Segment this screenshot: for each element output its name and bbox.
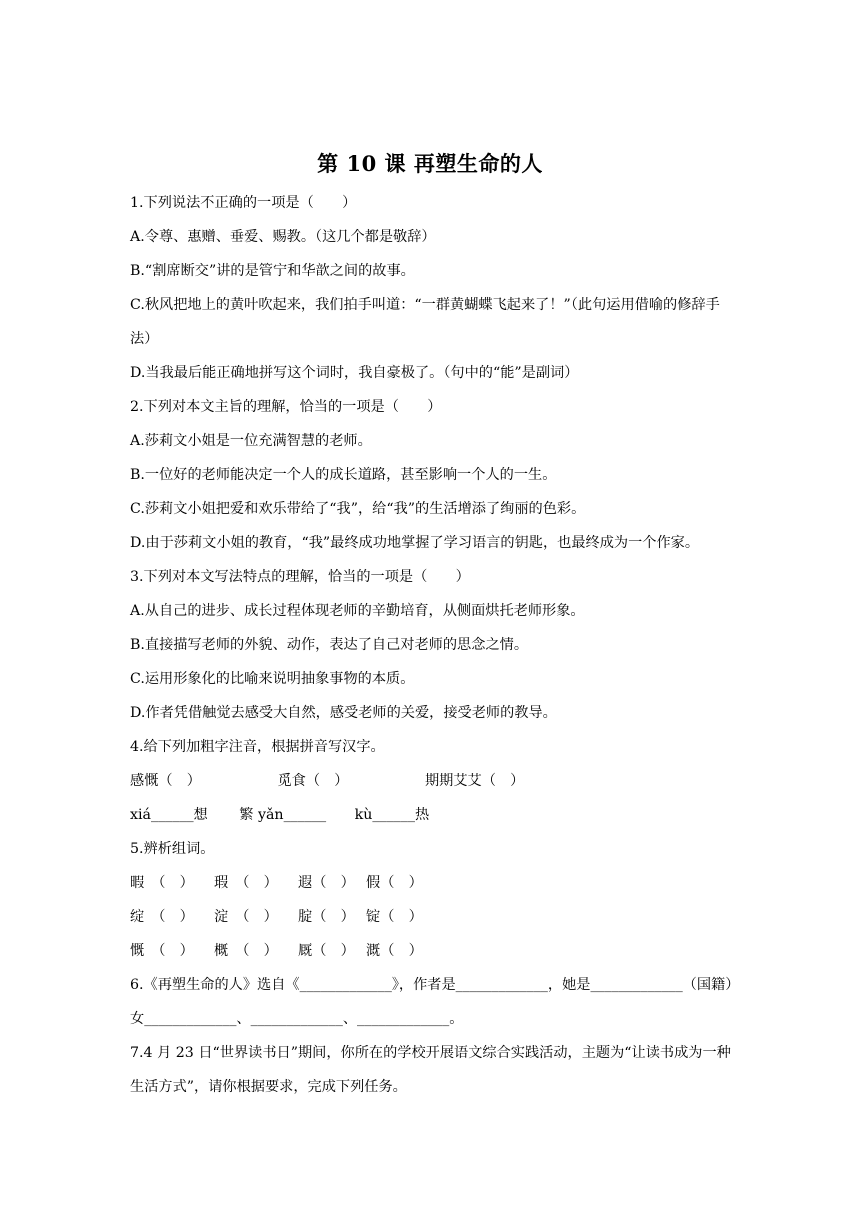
q5-cell: 腚（ ）	[298, 909, 355, 925]
q4-words	[130, 764, 734, 798]
q5-cell: 淀 （ ）	[214, 909, 278, 925]
q2-option-c: C.莎莉文小姐把爱和欢乐带给了“我”，给“我”的生活增添了绚丽的色彩。	[130, 501, 586, 517]
q5-cell: 瑕 （ ）	[214, 875, 278, 891]
q1-option-a: A.令尊、惠赠、垂爱、赐教。（这几个都是敬辞）	[130, 229, 436, 245]
q5-cell: 厩（ ）	[298, 943, 355, 959]
q7-text: 7.4 月 23 日“世界读书日”期间，你所在的学校开展语文综合实践活动，主题为“让读书成为一种生活方式”，请你根据要求，完成下列任务。	[130, 1045, 731, 1095]
q6-text: 6.《再塑生命的人》选自《_____________》，作者是_____________，她是_____________（国籍）女_____________、_____________、_____________。	[130, 977, 733, 1027]
q5-cell: 遐（ ）	[298, 875, 355, 891]
q3-option-b: B.直接描写老师的外貌、动作，表达了自己对老师的思念之情。	[130, 637, 529, 653]
q2-option-b: B.一位好的老师能决定一个人的成长道路，甚至影响一个人的一生。	[130, 467, 557, 483]
q3-option-d: D.作者凭借触觉去感受大自然，感受老师的关爱，接受老师的教导。	[130, 705, 557, 721]
q4-pinyin-item: xiá______想	[130, 807, 208, 823]
q3-option-c: C.运用形象化的比喻来说明抽象事物的本质。	[130, 671, 415, 687]
exercise-body	[130, 186, 734, 1104]
q2-option-d: D.由于莎莉文小姐的教育，“我”最终成功地掌握了学习语言的钥匙，也最终成为一个作家。	[130, 535, 700, 551]
q1-option-c: C.秋风把地上的黄叶吹起来，我们拍手叫道：“一群黄蝴蝶飞起来了！”（此句运用借喻的修辞手法）	[130, 297, 720, 347]
q4-word: 感慨（ ）	[130, 773, 201, 789]
q5-stem: 5.辨析组词。	[130, 841, 215, 857]
q4-pinyin	[130, 798, 734, 832]
q1-option-d: D.当我最后能正确地拼写这个词时，我自豪极了。（句中的“能”是副词）	[130, 365, 579, 381]
q5-cell: 锭（ ）	[366, 909, 423, 925]
q5-cell: 慨 （ ）	[130, 943, 194, 959]
q5-cell: 暇 （ ）	[130, 875, 194, 891]
q5-row	[130, 866, 734, 900]
q2-option-a: A.莎莉文小姐是一位充满智慧的老师。	[130, 433, 372, 449]
q3-stem: 3.下列对本文写法特点的理解，恰当的一项是（ ）	[130, 569, 470, 585]
q5-row	[130, 934, 734, 968]
q4-word: 期期艾艾（ ）	[424, 773, 525, 789]
q1-option-b: B.“割席断交”讲的是管宁和华歆之间的故事。	[130, 263, 415, 279]
q3-option-a: A.从自己的进步、成长过程体现老师的辛勤培育，从侧面烘托老师形象。	[130, 603, 585, 619]
q4-pinyin-item: kù______热	[354, 807, 430, 823]
q5-cell: 溉（ ）	[366, 943, 423, 959]
q4-word: 觅食（ ）	[277, 773, 349, 789]
q5-cell: 概 （ ）	[214, 943, 278, 959]
q4-pinyin-item: 繁 yǎn______	[239, 807, 327, 823]
q1-stem: 1.下列说法不正确的一项是（ ）	[130, 195, 357, 211]
q5-row	[130, 900, 734, 934]
q5-cell: 假（ ）	[366, 875, 423, 891]
q5-cell: 绽 （ ）	[130, 909, 194, 925]
q4-stem: 4.给下列加粗字注音，根据拼音写汉字。	[130, 739, 385, 755]
q2-stem: 2.下列对本文主旨的理解，恰当的一项是（ ）	[130, 399, 442, 415]
page-title: 第 10 课 再塑生命的人	[317, 151, 543, 176]
